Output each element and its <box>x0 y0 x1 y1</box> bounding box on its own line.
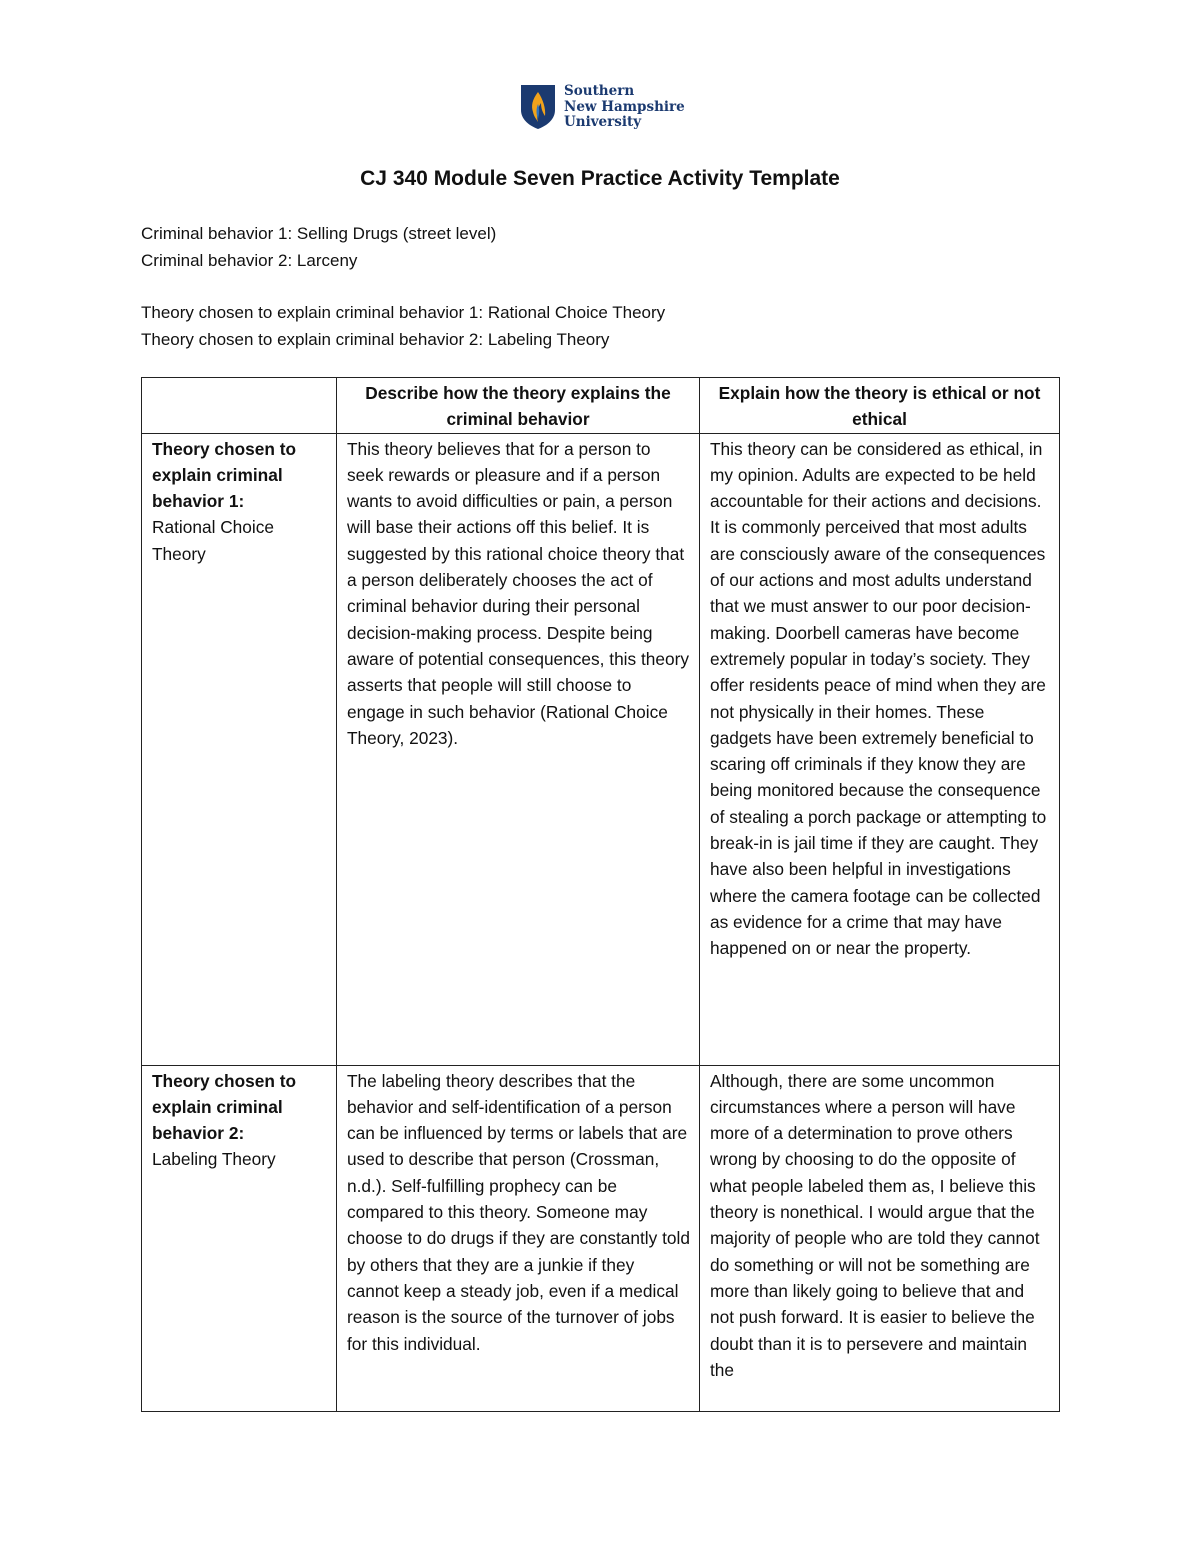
row-1-describe-cell <box>337 433 700 1065</box>
criminal-behavior-2-line <box>141 248 496 275</box>
row-2-ethical-text: Although, there are some uncommon circumstances where a person will have more of a determination to prove others wrong by choosing to do the opposite of what people labeled them as, I believe this theory is nonethical. I would argue that the majority of people who are told they cannot do something or will not be something are more than likely going to believe that and not push forward. It is easier to believe the doubt than it is to persevere and maintain the <box>710 1070 1040 1380</box>
theory-1-value: Rational Choice Theory <box>487 303 666 322</box>
row-2-ethical-cell <box>700 1065 1060 1411</box>
theory-2-value: Labeling Theory <box>487 329 610 349</box>
row-2-ethical-clip <box>710 1068 1050 1384</box>
row-1-label: Theory chosen to explain criminal behavior 1: <box>152 438 297 512</box>
row-2-theory-name: Labeling Theory <box>152 1149 276 1170</box>
theory-table <box>141 377 1060 1412</box>
table-header-row <box>142 378 1060 434</box>
row-2-describe-text: The labeling theory describes that the behavior and self-identification of a person can be influenced by terms or labels that are used to describe that person (Crossman, n.d.). Self-fulfilling prophecy can be compared to this theory. Someone may choose to do drugs if they are constantly told by others that they are a junkie if they cannot keep a steady job, even if a medical reason is the source of the turnover of jobs for this individual. <box>347 1070 690 1354</box>
logo-line-2: New Hampshire <box>564 98 685 115</box>
criminal-behavior-1-line <box>141 221 496 248</box>
table-header-empty <box>142 378 337 434</box>
criminal-behavior-2-label: Criminal behavior 2: <box>141 250 293 270</box>
university-logo <box>520 84 685 131</box>
row-1-theory-name: Rational Choice Theory <box>152 517 274 564</box>
flame-shield-icon <box>520 84 556 130</box>
table-row <box>142 433 1060 1065</box>
criminal-behaviors-block <box>141 221 496 274</box>
table-row <box>142 1065 1060 1411</box>
theory-2-line <box>141 327 665 354</box>
document-title: CJ 340 Module Seven Practice Activity Template <box>360 167 840 190</box>
row-1-ethical-cell <box>700 433 1060 1065</box>
table-header-ethical: Explain how the theory is ethical or not ethical <box>700 378 1060 434</box>
logo-line-1: Southern <box>564 83 635 99</box>
row-2-label-cell <box>142 1065 337 1411</box>
theory-1-line <box>141 300 665 327</box>
theory-2-label: Theory chosen to explain criminal behavior 2: <box>141 329 484 349</box>
theory-1-label: Theory chosen to explain criminal behavior 1: <box>141 303 484 322</box>
row-1-describe-text: This theory believes that for a person to seek rewards or pleasure and if a person wants to avoid difficulties or pain, a person will base their actions off this belief. It is suggested by this rational choice theory that a person deliberately chooses the act of criminal behavior during their personal decision-making process. Despite being aware of potential consequences, this theory asserts that people will still choose to engage in such behavior (Rational Choice Theory, 2023). <box>347 438 689 748</box>
row-2-label: Theory chosen to explain criminal behavior 2: <box>152 1070 297 1144</box>
row-2-describe-cell <box>337 1065 700 1411</box>
row-1-label-cell <box>142 433 337 1065</box>
logo-line-3: University <box>564 114 642 130</box>
criminal-behavior-1-value: Selling Drugs (street level) <box>296 224 497 243</box>
theories-block <box>141 300 665 353</box>
logo-wordmark <box>564 84 685 131</box>
row-1-ethical-text: This theory can be considered as ethical, in my opinion. Adults are expected to be held accountable for their actions and decisions. It is commonly perceived that most adults are consciously aware of the consequences of our actions and most adults understand that we must answer to our poor decision-making. Doorbell cameras have become extremely popular in today’s society. They offer residents peace of mind when they are not physically in their homes. These gadgets have been extremely beneficial to scaring off criminals if they know they are being monitored because the consequence of stealing a porch package or attempting to break-in is jail time if they are caught. They have also been helpful in investigations where the camera footage can be collected as evidence for a crime that may have happened on or near the property. <box>710 438 1047 959</box>
criminal-behavior-1-label: Criminal behavior 1: <box>141 224 293 243</box>
criminal-behavior-2-value: Larceny <box>296 250 358 270</box>
table-header-describe: Describe how the theory explains the criminal behavior <box>337 378 700 434</box>
